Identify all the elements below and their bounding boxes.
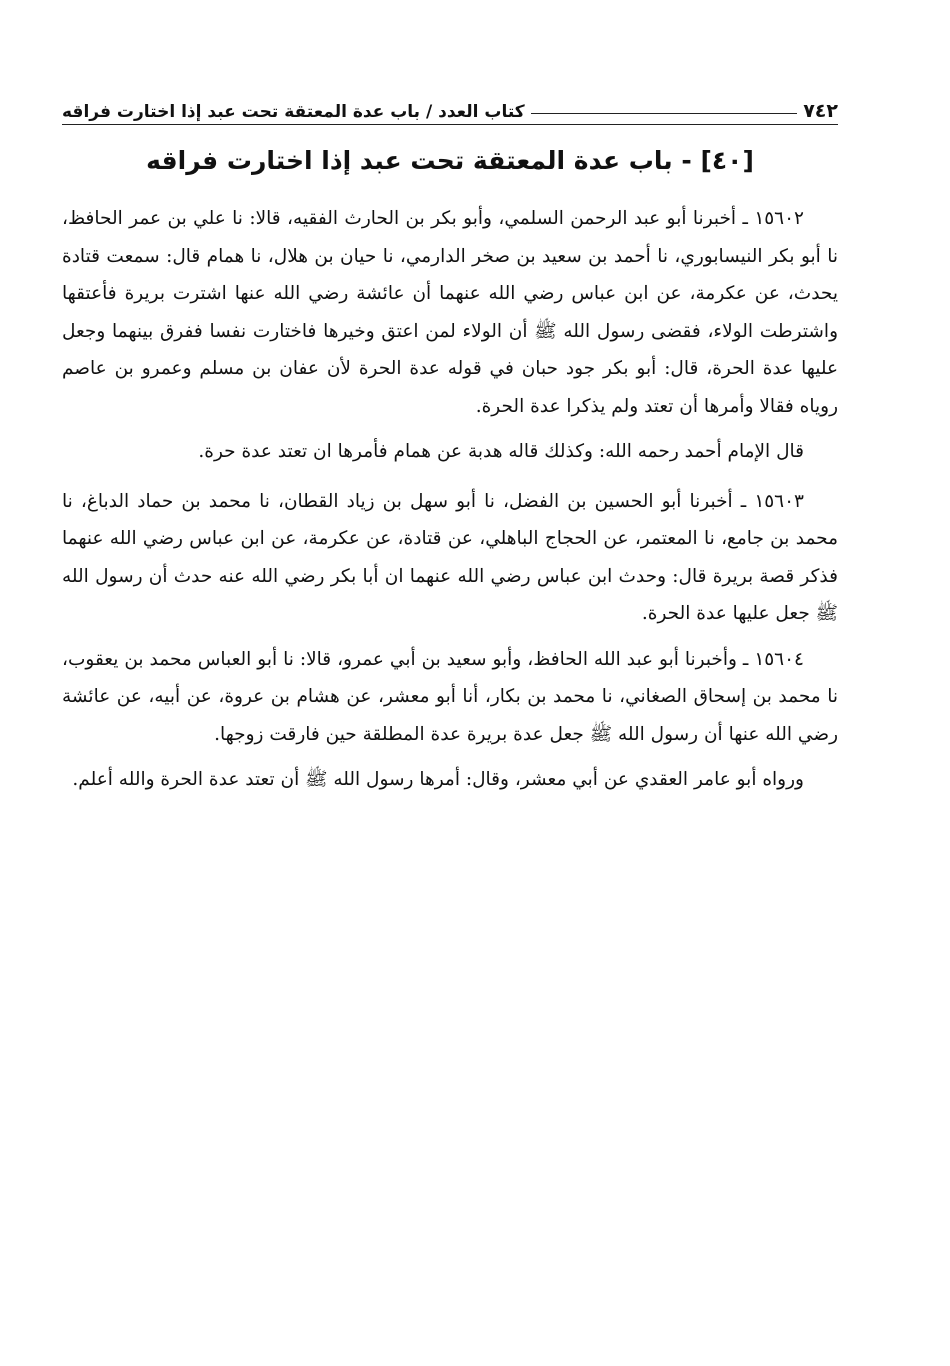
body-text [62, 200, 838, 807]
header-underline [62, 124, 838, 125]
running-header [62, 86, 838, 122]
header-rule [531, 113, 798, 114]
hadith-15604: ١٥٦٠٤ ـ وأخبرنا أبو عبد الله الحافظ، وأبو سعيد بن أبي عمرو، قالا: نا أبو العباس محمد بن يعقوب، نا محمد بن إسحاق الصغاني، نا محمد بن بكار، أنا أبو معشر، عن هشام بن عروة، عن أبيه، عن عائشة رضي الله عنها أن رسول الله ﷺ جعل عدة بريرة عدة المطلقة حين فارقت زوجها. [62, 648, 838, 745]
closing-note: ورواه أبو عامر العقدي عن أبي معشر، وقال: أمرها رسول الله ﷺ أن تعتد عدة الحرة والله أعلم. [72, 769, 804, 790]
hadith-15602: ١٥٦٠٢ ـ أخبرنا أبو عبد الرحمن السلمي، وأبو بكر بن الحارث الفقيه، قالا: نا علي بن عمر الحافظ، نا أبو بكر النيسابوري، نا أحمد بن سعيد بن صخر الدارمي، نا حيان بن هلال، نا همام قال: سمعت قتادة يحدث، عن عكرمة، عن ابن عباس رضي الله عنهما أن عائشة رضي الله عنها اشترت بريرة فأعتقها واشترطت الولاء، فقضى رسول الله ﷺ أن الولاء لمن اعتق وخيرها فاختارت نفسا ففرق بينهما وجعل عليها عدة الحرة، قال: أبو بكر جود حبان في قوله عدة الحرة لأن عفان بن مسلم وعمرو بن عاصم روياه فقالا وأمرها أن تعتد ولم يذكرا عدة الحرة. [62, 208, 839, 417]
hadith-15603: ١٥٦٠٣ ـ أخبرنا أبو الحسين بن الفضل، نا أبو سهل بن زياد القطان، نا محمد بن حماد الدباغ، نا محمد بن جامع، نا المعتمر، عن الحجاج الباهلي، عن قتادة، عن عكرمة، عن ابن عباس رضي الله عنهما فذكر قصة بريرة قال: وحدث ابن عباس رضي الله عنهما ان أبا بكر رضي الله عنه حدث أن رسول الله ﷺ جعل عليها عدة الحرة. [62, 490, 838, 624]
running-title: كتاب العدد / باب عدة المعتقة تحت عبد إذا اختارت فراقه [62, 102, 525, 122]
page-number: ٧٤٢ [803, 100, 838, 122]
imam-comment: قال الإمام أحمد رحمه الله: وكذلك قاله هدبة عن همام فأمرها ان تعتد عدة حرة. [198, 441, 804, 462]
chapter-title: [٤٠] - باب عدة المعتقة تحت عبد إذا اختارت فراقه [146, 146, 754, 175]
